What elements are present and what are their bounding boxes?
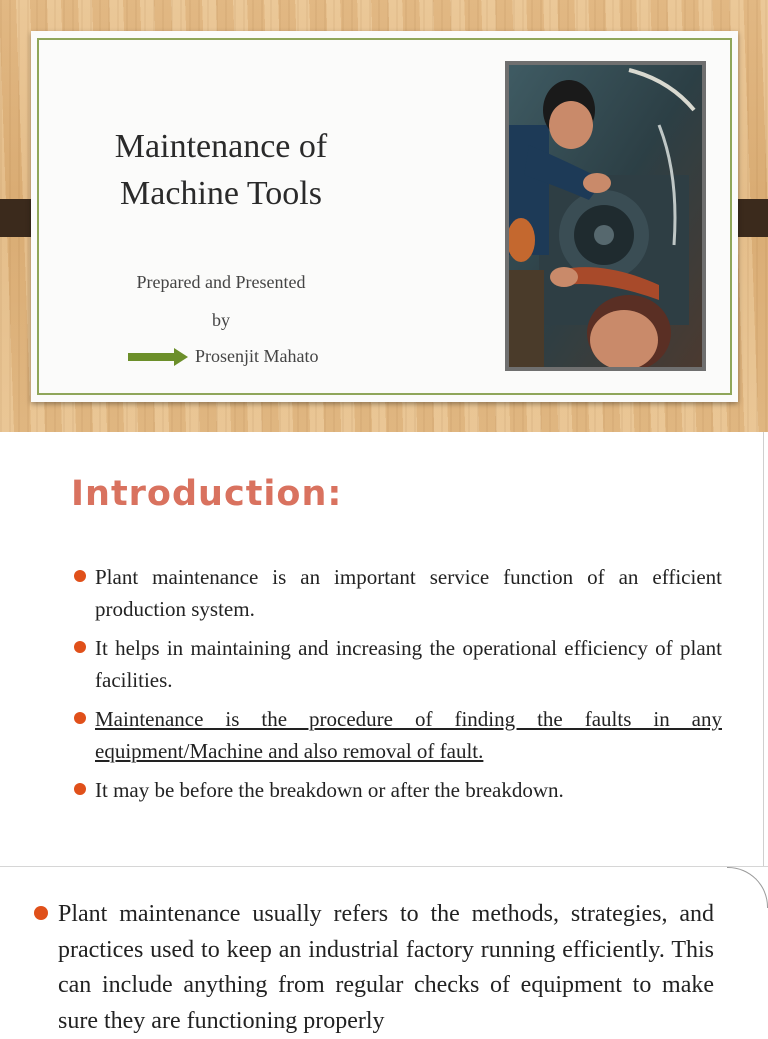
- bullet-icon: [74, 712, 86, 724]
- mechanics-image: [509, 65, 702, 367]
- introduction-heading: Introduction:: [71, 474, 343, 514]
- bullet-text: It may be before the breakdown or after the breakdown.: [95, 778, 564, 802]
- introduction-bullets: [74, 562, 722, 815]
- plant-maintenance-bullets: [34, 897, 714, 1039]
- bullet-icon: [74, 641, 86, 653]
- bullet-icon: [34, 906, 48, 920]
- title-slide: [0, 0, 768, 432]
- list-item: [74, 633, 722, 696]
- list-item: [74, 704, 722, 767]
- list-item: [34, 897, 714, 1039]
- bullet-text: It helps in maintaining and increasing the operational efficiency of plant facilities.: [95, 636, 722, 692]
- subtitle: Prepared and Presented: [136, 272, 306, 292]
- mechanics-photo: [505, 61, 706, 371]
- bullet-icon: [74, 570, 86, 582]
- bullet-text: Plant maintenance usually refers to the methods, strategies, and practices used to keep an industrial factory running efficiently. This can include anything from regular checks of equipment to make sure they are functioning properly: [58, 901, 714, 1034]
- title-line-1: Maintenance of: [114, 128, 328, 165]
- title-card: [31, 31, 738, 402]
- slide-title: [31, 123, 411, 217]
- slide-edge: [763, 432, 764, 866]
- title-line-2: Machine Tools: [120, 175, 322, 212]
- arrow-right-icon: [128, 348, 188, 366]
- bullet-icon: [74, 783, 86, 795]
- list-item: [74, 562, 722, 625]
- plant-maintenance-slide: [0, 866, 768, 1034]
- bullet-text-underlined: Maintenance is the procedure of finding the faults in any equipment/Machine and also removal of fault.: [95, 707, 722, 763]
- by-text: by: [212, 310, 230, 330]
- list-item: [74, 775, 722, 807]
- slide-corner: [727, 867, 768, 908]
- introduction-slide: [0, 432, 768, 866]
- bullet-text: Plant maintenance is an important service function of an efficient production system.: [95, 565, 722, 621]
- presenter-name: Prosenjit Mahato: [195, 346, 319, 366]
